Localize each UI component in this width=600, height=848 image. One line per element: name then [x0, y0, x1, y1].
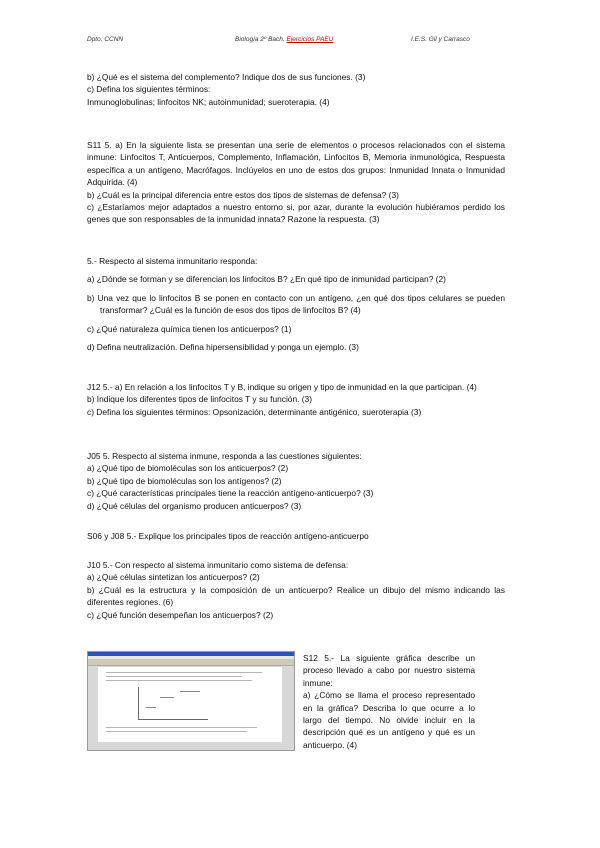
header-course [235, 36, 333, 43]
question-line: S06 y J08 5.- Explique los principales tipos de reacción antígeno-anticuerpo [87, 531, 369, 541]
question-s06-j08 [87, 530, 505, 542]
header-course-prefix: Biología 2º Bach. [235, 36, 287, 43]
question-line: c) ¿Qué función desempeñan los anticuerpos? (2) [87, 609, 274, 620]
question-line: J05 5. Respecto al sistema inmune, responda a las cuestiones siguientes: [87, 451, 362, 461]
question-5 [87, 255, 505, 353]
question-line: c) ¿Qué características principales tiene la reacción antígeno-anticuerpo? (3) [87, 488, 374, 499]
graph-y-axis [138, 687, 139, 719]
header-exercises-link[interactable]: Ejercicios PAEU [286, 36, 334, 43]
question-j05 [87, 450, 505, 512]
header-department: Dpto. CCNN [87, 36, 124, 43]
question-s12 [303, 652, 475, 751]
question-line: c) Defina los siguientes términos: Opsonización, determinante antigénico, sueroterapia (3) [87, 406, 422, 417]
question-item: d) Defina neutralización. Defina hipersensibilidad y ponga un ejemplo. (3) [87, 342, 359, 353]
question-item: c) ¿Qué naturaleza química tienen los anticuerpos? (1) [87, 323, 292, 334]
question-item: b) Una vez que lo linfocitos B se ponen en contacto con un antígeno, ¿en qué dos tipos celulares se pueden transformar? ¿Cuál es la función de esos dos tipos de linfocitos B? (4) [87, 292, 505, 316]
question-paragraph: c) ¿Estaríamos mejor adaptados a nuestro entorno si, por azar, durante la evolución hubiéramos perdido los genes que son responsables de la inmunidad innata? Razone la respuesta. (3) [87, 202, 505, 225]
question-paragraph: J12 5.- a) En relación a los linfocitos T y B, indique su origen y tipo de inmunidad en la que participan. (4) [87, 382, 477, 392]
question-line: Inmunoglobulinas; linfocitos NK; autoinmunidad; sueroterapia. (4) [87, 96, 330, 107]
question-line: b) ¿Cuál es la principal diferencia entre estos dos tipos de sistemas de defensa? (3) [87, 189, 399, 200]
header-school: I.E.S. Gil y Carrasco [411, 36, 470, 43]
question-line: J10 5.- Con respecto al sistema inmunitario como sistema de defensa: [87, 560, 349, 570]
question-paragraph: S12 5.- La siguiente gráfica describe un proceso llevado a cabo por nuestro sistema inmune: [303, 653, 475, 688]
question-item: a) ¿Dónde se forman y se diferencian los linfocitos B? ¿En qué tipo de inmunidad participan? (2) [87, 274, 446, 285]
question-line: b) ¿Qué tipo de biomoléculas son los antígenos? (2) [87, 475, 282, 486]
question-j10 [87, 559, 505, 621]
graph-screenshot-image [87, 651, 295, 751]
question-title: 5.- Respecto al sistema inmunitario responda: [87, 256, 258, 266]
question-j12 [87, 381, 505, 418]
question-line: d) ¿Qué células del organismo producen anticuerpos? (3) [87, 500, 302, 511]
question-s11 [87, 139, 505, 226]
question-paragraph: b) ¿Cuál es la estructura y la composición de un anticuerpo? Realice un dibujo del mismo indicando las diferentes regiones. (6) [87, 584, 505, 608]
graph-x-axis [138, 719, 208, 720]
question-paragraph: S11 5. a) En la siguiente lista se presentan una serie de elementos o procesos relacionados con el sistema inmune: Linfocitos T, Anticuerpos, Complemento, Inflamación, Linfocitos B, Memoria inmunológica, Respuesta específica a un antígeno, Macrófagos. Inclúyelos en uno de estos dos grupos: Inmunidad Innata o Inmunidad Adquirida. (4) [87, 140, 505, 188]
question-line: a) ¿Qué células sintetizan los anticuerpos? (2) [87, 572, 260, 583]
document-preview [98, 667, 282, 742]
question-paragraph: a) ¿Cómo se llama el proceso representado en la gráfica? Describa lo que ocurre a lo largo del tiempo. No olvide incluir en la descripción qué es un antígeno y qué es un anticuerpo. (4) [303, 690, 475, 750]
question-line: a) ¿Qué tipo de biomoléculas son los anticuerpos? (2) [87, 463, 289, 474]
question-line: b) Indique los diferentes tipos de linfocitos T y su función. (3) [87, 394, 313, 405]
question-line: b) ¿Qué es el sistema del complemento? Indique dos de sus funciones. (3) [87, 72, 366, 82]
question-line: c) Defina los siguientes términos: [87, 84, 211, 95]
window-toolbar [88, 659, 294, 666]
complement-questions [87, 71, 505, 108]
